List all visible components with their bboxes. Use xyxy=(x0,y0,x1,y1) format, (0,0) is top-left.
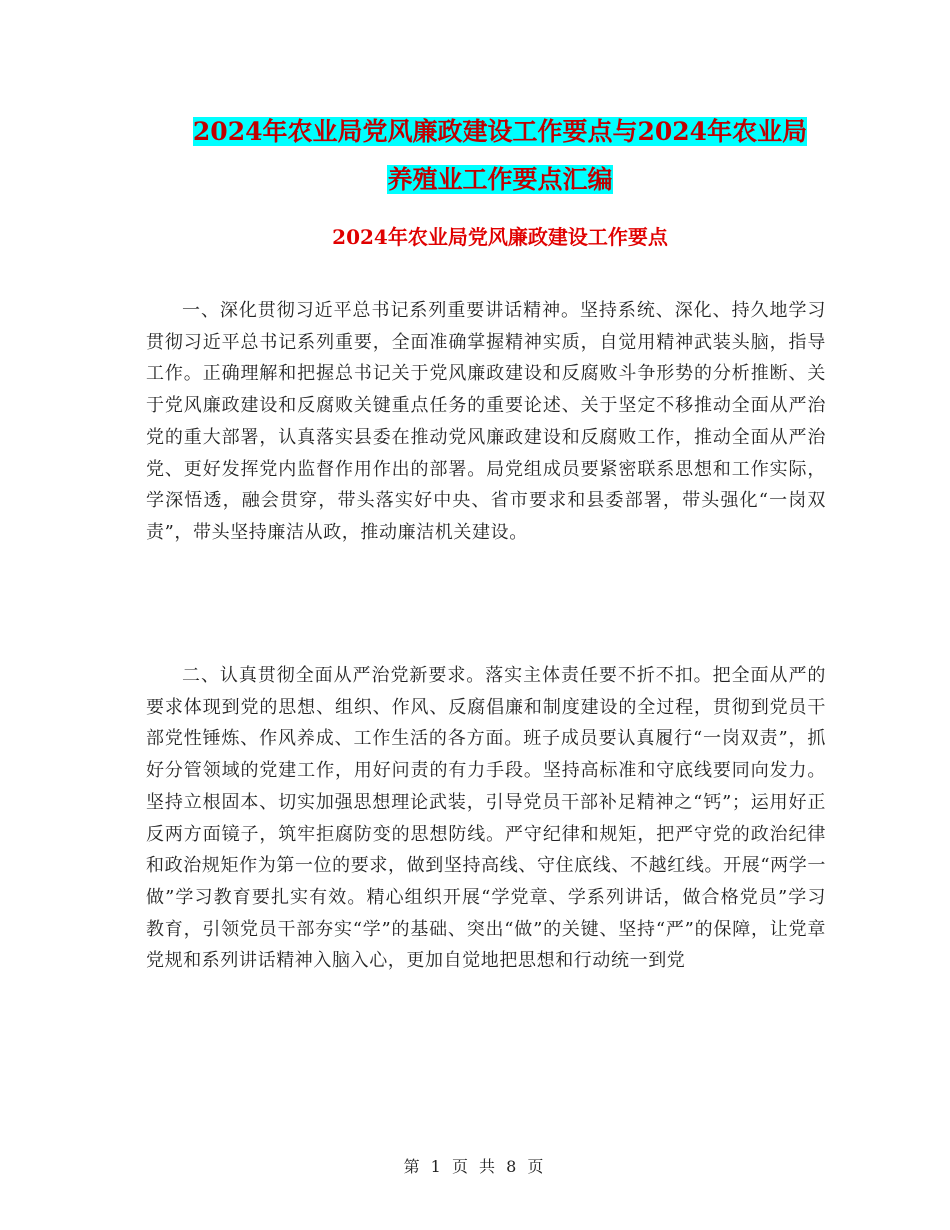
body-paragraph-1: 一、深化贯彻习近平总书记系列重要讲话精神。坚持系统、深化、持久地学习贯彻习近平总书记系列重要，全面准确掌握精神实质，自觉用精神武装头脑，指导工作。正确理解和把握总书记关于党风廉政建设和反腐败斗争形势的分析推断、关于党风廉政建设和反腐败关键重点任务的重要论述、关于坚定不移推动全面从严治党的重大部署，认真落实县委在推动党风廉政建设和反腐败工作，推动全面从严治党、更好发挥党内监督作用作出的部署。局党组成员要紧密联系思想和工作实际，学深悟透，融会贯穿，带头落实好中央、省市要求和县委部署，带头强化“一岗双责”，带头坚持廉洁从政，推动廉洁机关建设。 xyxy=(146,300,826,543)
document-title-line1: 2024年农业局党风廉政建设工作要点与2024年农业局 xyxy=(192,117,808,146)
page-footer: 第 1 页 共 8 页 xyxy=(403,1157,547,1176)
body-paragraph-2: 二、认真贯彻全面从严治党新要求。落实主体责任要不折不扣。把全面从严的要求体现到党的思想、组织、作风、反腐倡廉和制度建设的全过程，贯彻到党员干部党性锤炼、作风养成、工作生活的各方面。班子成员要认真履行“一岗双责”，抓好分管领域的党建工作，用好问责的有力手段。坚持高标准和守底线要同向发力。坚持立根固本、切实加强思想理论武装，引导党员干部补足精神之“钙”；运用好正反两方面镜子，筑牢拒腐防变的思想防线。严守纪律和规矩，把严守党的政治纪律和政治规矩作为第一位的要求，做到坚持高线、守住底线、不越红线。开展“两学一做”学习教育要扎实有效。精心组织开展“学党章、学系列讲话，做合格党员”学习教育，引领党员干部夯实“学”的基础、突出“做”的关键、坚持“严”的保障，让党章党规和系列讲话精神入脑入心，更加自觉地把思想和行动统一到党 xyxy=(146,665,826,972)
document-title-line2: 养殖业工作要点汇编 xyxy=(387,165,613,194)
document-title xyxy=(140,108,860,204)
section-title: 2024年农业局党风廉政建设工作要点 xyxy=(332,225,668,249)
